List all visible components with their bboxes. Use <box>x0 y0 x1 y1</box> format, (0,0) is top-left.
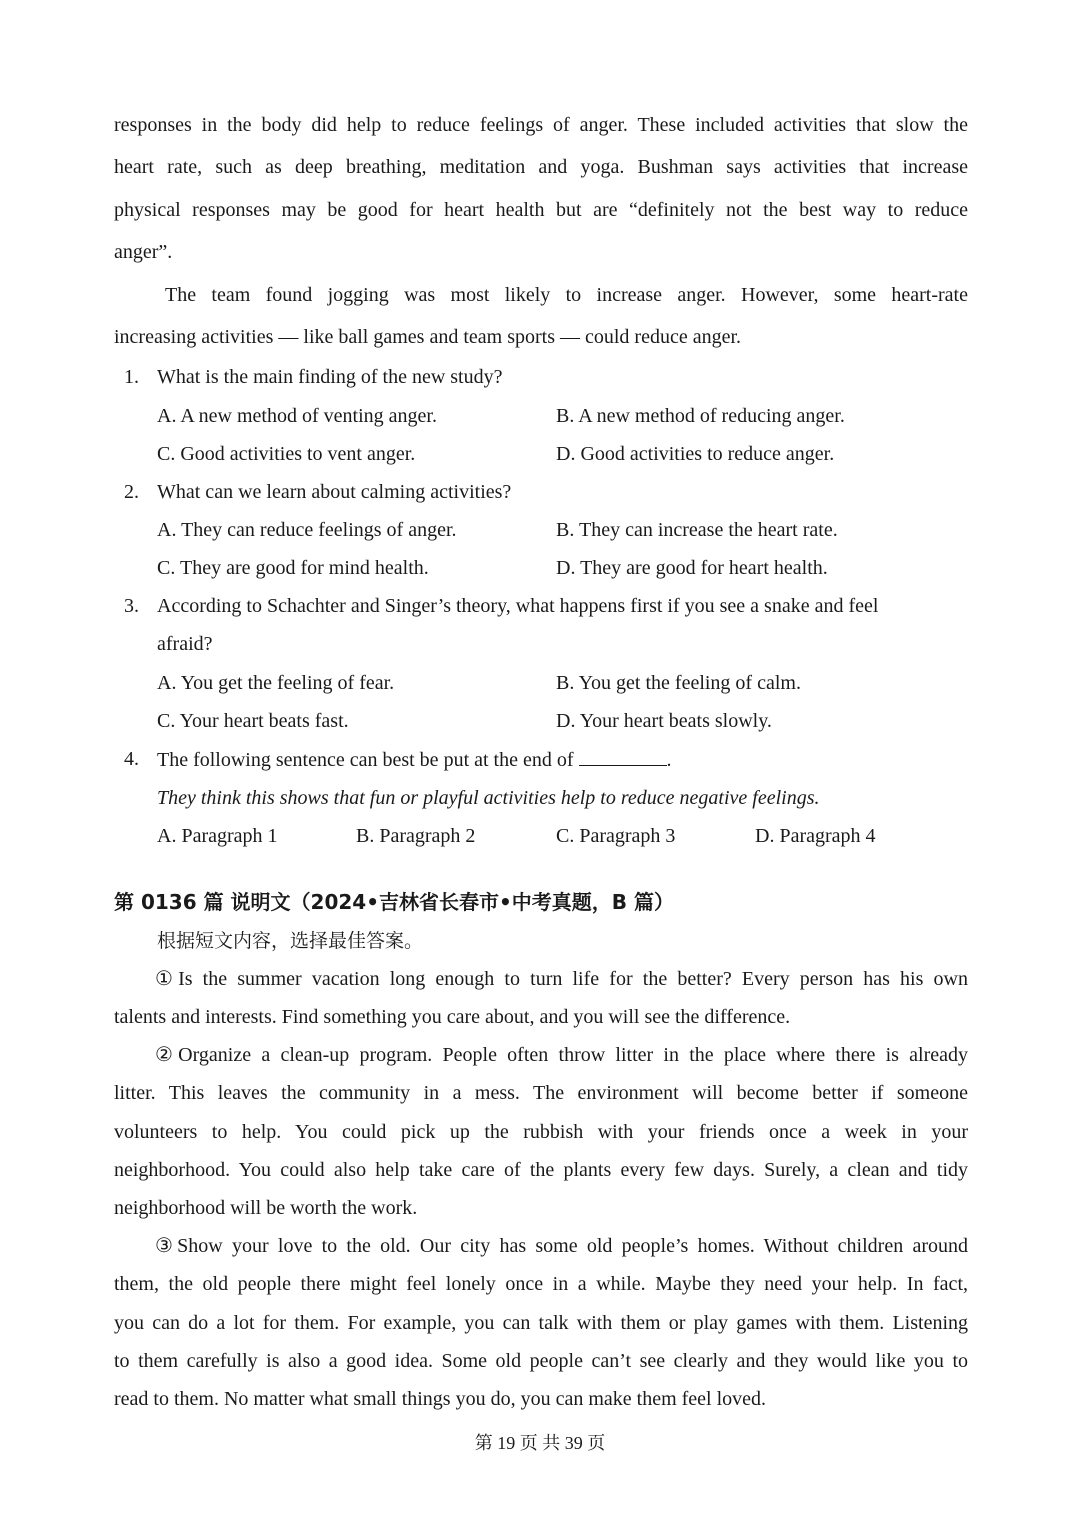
question-text-start: The following sentence can best be put at the end of <box>157 749 574 771</box>
paragraph-line: you can do a lot for them. For example, you can talk with them or play games with them. Listening <box>114 1312 968 1334</box>
option-c: C. Paragraph 3 <box>556 825 676 847</box>
paragraph-line: read to them. No matter what small things you do, you can make them feel loved. <box>114 1388 767 1410</box>
question-number: 3. <box>124 595 139 617</box>
quoted-sentence: They think this shows that fun or playful activities help to reduce negative feelings. <box>157 787 820 809</box>
question-number: 1. <box>124 366 139 388</box>
option-a: A. You get the feeling of fear. <box>157 672 395 694</box>
passage-line: anger”. <box>114 241 173 263</box>
option-a: A. They can reduce feelings of anger. <box>157 519 457 541</box>
option-b: B. A new method of reducing anger. <box>556 405 845 427</box>
question-number: 4. <box>124 748 139 770</box>
passage-line: physical responses may be good for heart health but are “definitely not the best way to reduce <box>114 199 968 221</box>
paragraph-line: neighborhood. You could also help take care of the plants every few days. Surely, a clean and tidy <box>114 1159 968 1181</box>
option-d: D. Paragraph 4 <box>755 825 876 847</box>
passage-line: The team found jogging was most likely to increase anger. However, some heart-rate <box>165 284 968 306</box>
paragraph-line: ②Organize a clean-up program. People often throw litter in the place where there is already <box>155 1044 968 1066</box>
instruction-text: 根据短文内容，选择最佳答案。 <box>157 930 424 952</box>
paragraph-line: ①Is the summer vacation long enough to turn life for the better? Every person has his own <box>155 968 968 990</box>
passage-line: heart rate, such as deep breathing, meditation and yoga. Bushman says activities that increase <box>114 156 968 178</box>
option-c: C. They are good for mind health. <box>157 557 429 579</box>
option-c: C. Your heart beats fast. <box>157 710 349 732</box>
question-text: According to Schachter and Singer’s theory, what happens first if you see a snake and feel <box>157 595 879 617</box>
answer-blank <box>579 747 667 766</box>
paragraph-line: talents and interests. Find something you care about, and you will see the difference. <box>114 1006 791 1028</box>
option-d: D. They are good for heart health. <box>556 557 828 579</box>
paragraph-line: neighborhood will be worth the work. <box>114 1197 418 1219</box>
option-d: D. Good activities to reduce anger. <box>556 443 835 465</box>
paragraph-line: volunteers to help. You could pick up the rubbish with your friends once a week in your <box>114 1121 968 1143</box>
passage-line: increasing activities — like ball games and team sports — could reduce anger. <box>114 326 742 348</box>
question-text-continued: afraid? <box>157 633 213 655</box>
question-text: What can we learn about calming activities? <box>157 481 512 503</box>
paragraph-line: litter. This leaves the community in a mess. The environment will become better if someone <box>114 1082 968 1104</box>
section-heading: 第 0136 篇 说明文（2024•吉林省长春市•中考真题，B 篇） <box>114 890 674 914</box>
paragraph-line: ③Show your love to the old. Our city has some old people’s homes. Without children around <box>155 1235 968 1257</box>
passage-line: responses in the body did help to reduce feelings of anger. These included activities that slow the <box>114 114 968 136</box>
paragraph-line: to them carefully is also a good idea. Some old people can’t see clearly and they would like you to <box>114 1350 968 1372</box>
option-b: B. You get the feeling of calm. <box>556 672 801 694</box>
option-b: B. Paragraph 2 <box>356 825 476 847</box>
paragraph-line: them, the old people there might feel lonely once in a while. Maybe they need your help. In fact, <box>114 1273 968 1295</box>
option-b: B. They can increase the heart rate. <box>556 519 838 541</box>
question-text <box>157 747 672 772</box>
option-a: A. A new method of venting anger. <box>157 405 437 427</box>
question-number: 2. <box>124 481 139 503</box>
option-d: D. Your heart beats slowly. <box>556 710 772 732</box>
question-text: What is the main finding of the new study? <box>157 366 503 388</box>
option-c: C. Good activities to vent anger. <box>157 443 416 465</box>
page-footer: 第 19 页 共 39 页 <box>474 1433 606 1453</box>
option-a: A. Paragraph 1 <box>157 825 278 847</box>
question-text-end: . <box>666 749 672 771</box>
